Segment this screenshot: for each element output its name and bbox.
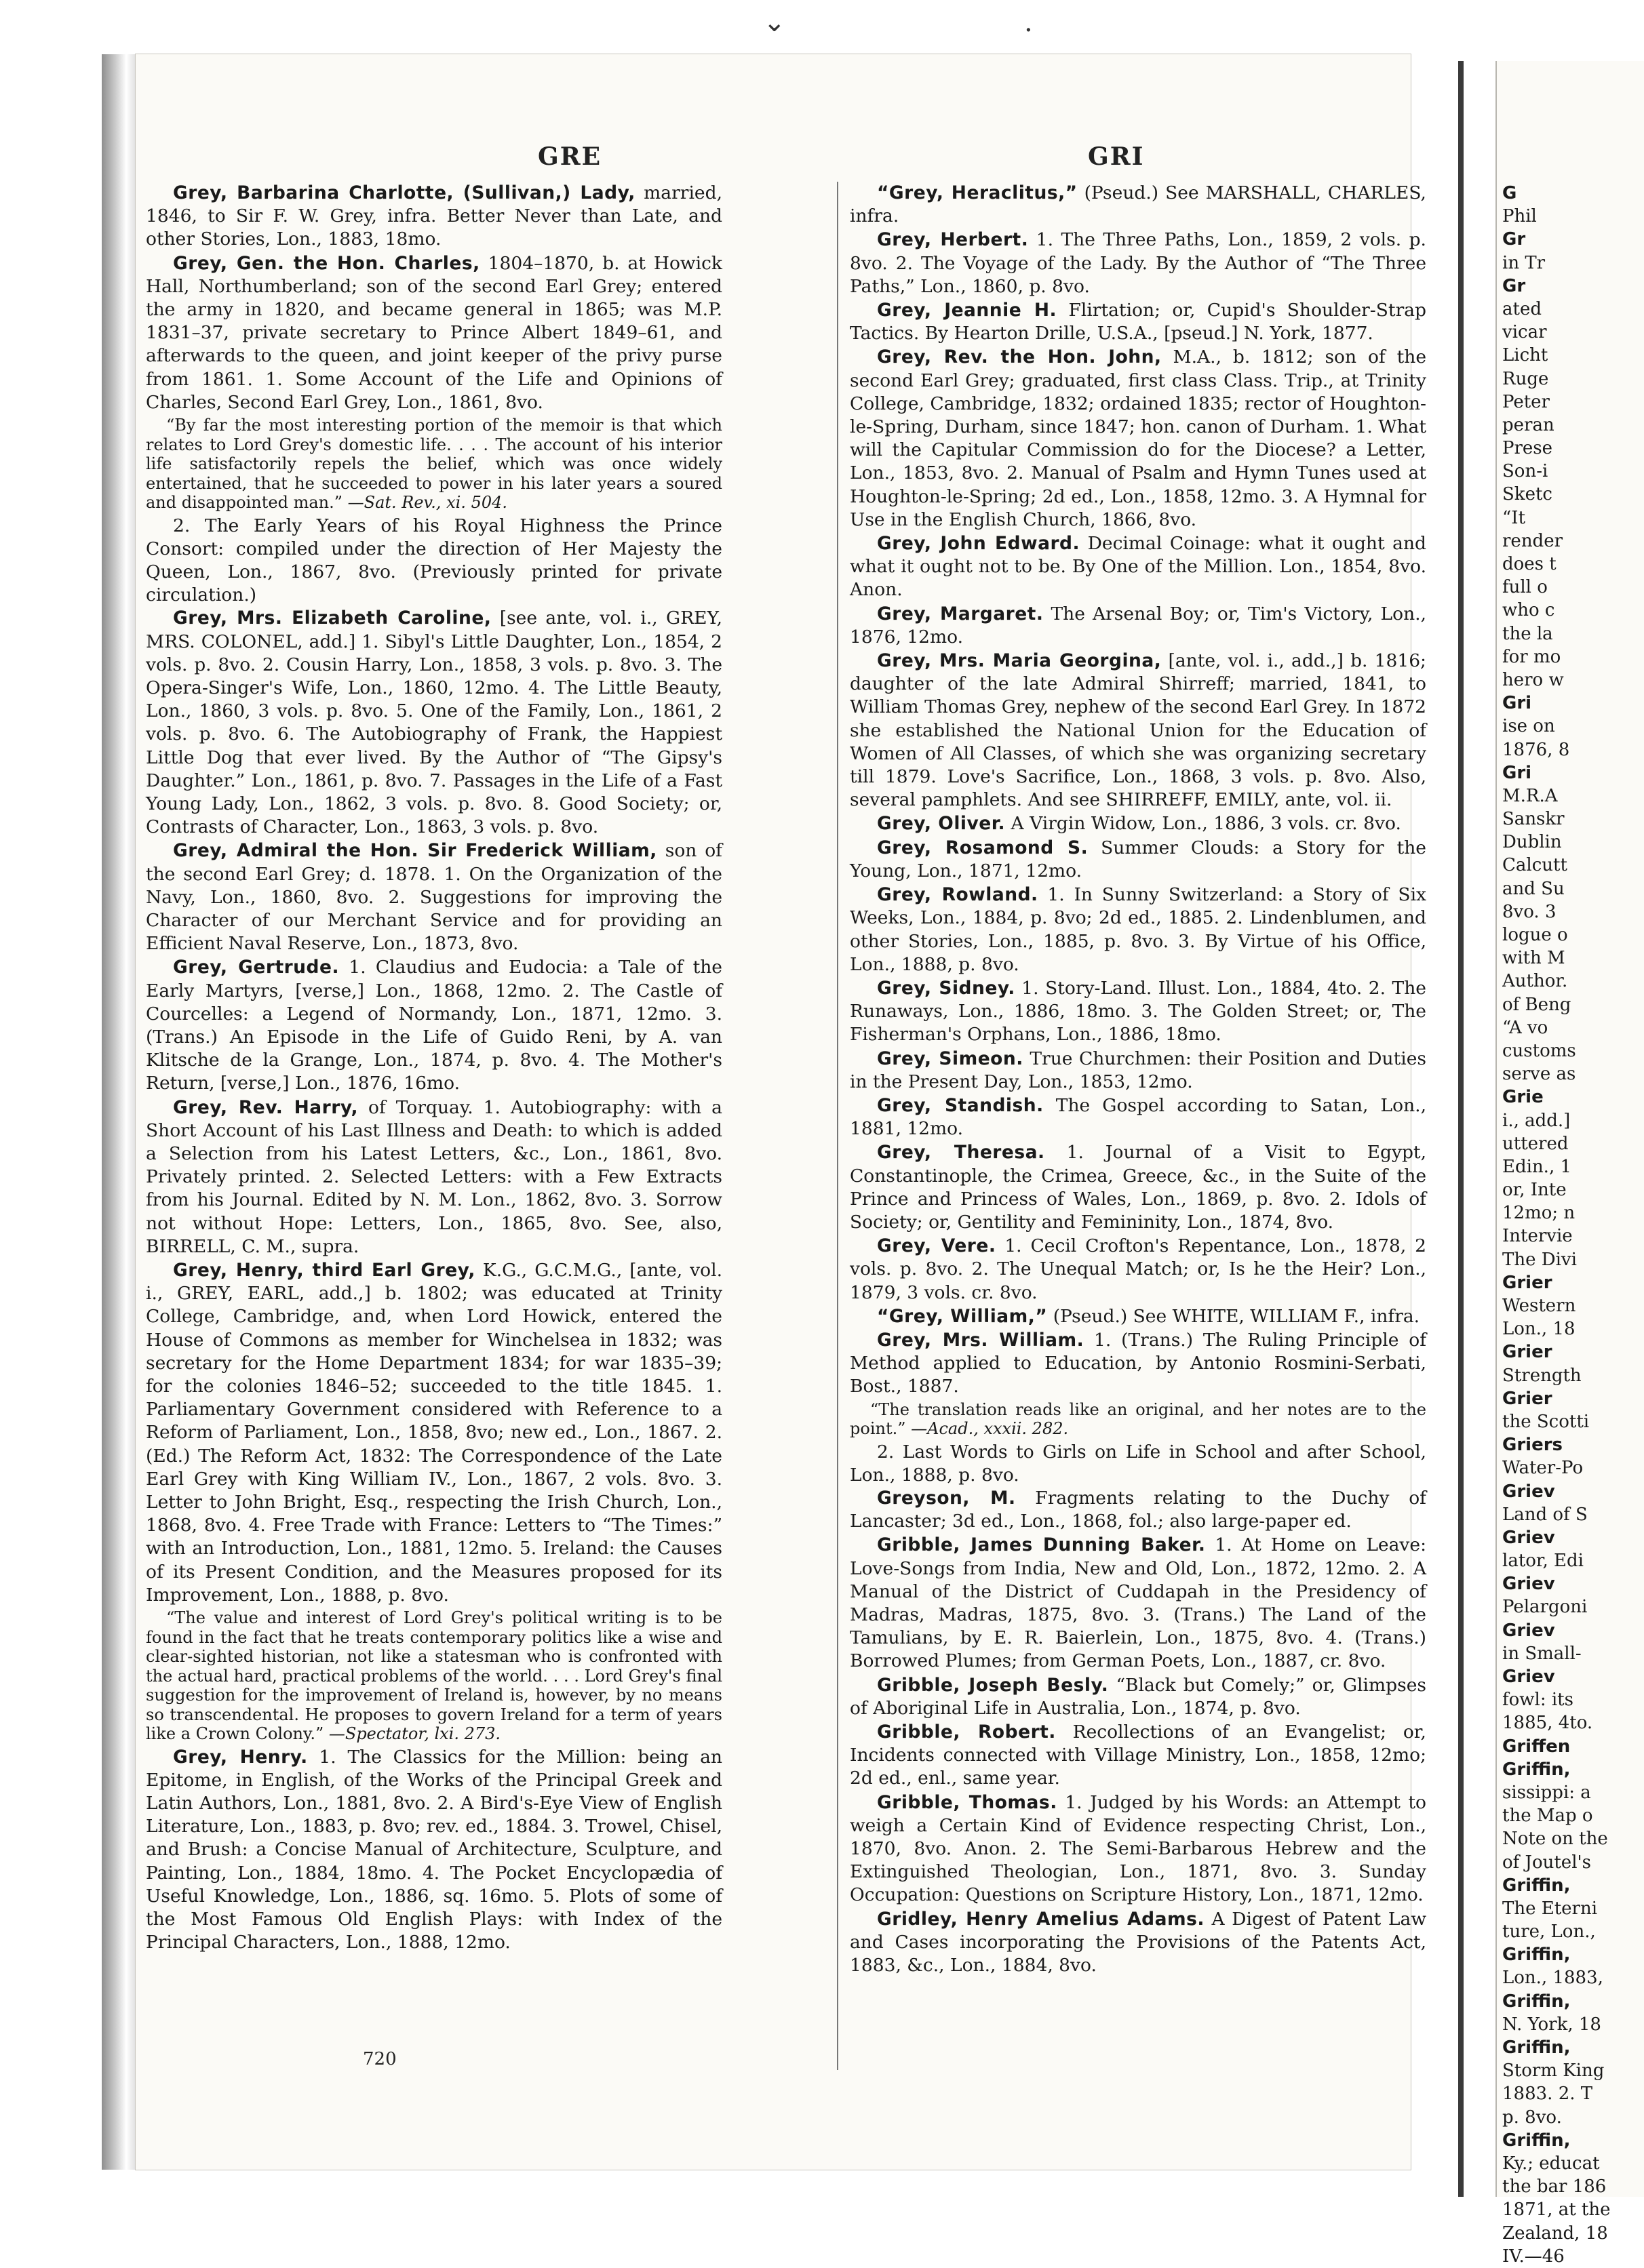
entry-text: The Arsenal Boy; or, Tim's Victory, Lon., 1876, 12mo. bbox=[850, 603, 1426, 648]
dictionary-entry bbox=[146, 1096, 722, 1258]
adjacent-text-fragment: Griffen bbox=[1502, 1736, 1571, 1757]
entry-headword: “Grey, William,” bbox=[877, 1305, 1048, 1327]
review-quote bbox=[146, 1608, 722, 1744]
adjacent-text-fragment: Edin., 1 bbox=[1502, 1156, 1572, 1177]
dictionary-entry bbox=[850, 346, 1426, 532]
dictionary-entry bbox=[850, 650, 1426, 812]
entry-headword: Gribble, Robert. bbox=[877, 1722, 1056, 1743]
dictionary-entry bbox=[850, 1305, 1426, 1328]
adjacent-text-fragment: in Small- bbox=[1502, 1643, 1582, 1664]
adjacent-text-fragment: who c bbox=[1502, 600, 1555, 621]
entry-headword: Gribble, Joseph Besly. bbox=[877, 1674, 1109, 1696]
adjacent-text-fragment: logue o bbox=[1502, 925, 1568, 945]
adjacent-text-fragment: ated bbox=[1502, 298, 1542, 319]
review-quote bbox=[146, 416, 722, 513]
dictionary-entry bbox=[850, 883, 1426, 976]
entry-headword: Grey, Margaret. bbox=[877, 603, 1044, 624]
adjacent-text-fragment: Western bbox=[1502, 1296, 1576, 1316]
entry-text: 1. The Three Paths, Lon., 1859, 2 vols. p. 8vo. 2. The Voyage of the Lady. By the Author of “The Three Paths,” Lon., 1860, p. 8vo. bbox=[850, 229, 1426, 297]
adjacent-text-fragment: Grier bbox=[1502, 1388, 1552, 1409]
adjacent-text-fragment: vicar bbox=[1502, 322, 1547, 343]
entry-headword: Grey, John Edward. bbox=[877, 533, 1080, 555]
adjacent-text-fragment: Griffin, bbox=[1502, 2037, 1571, 2058]
entry-text: “Black but Comely;” or, Glimpses of Aboriginal Life in Australia, Lon., 1874, p. 8vo. bbox=[850, 1674, 1426, 1719]
entry-text: 1. In Sunny Switzerland: a Story of Six Weeks, Lon., 1884, p. 8vo; 2d ed., 1885. 2. Lindenblumen, and other Stories, Lon., 1885, p. 8vo. 3. By Virtue of his Office, Lon., 1888, p. 8vo. bbox=[850, 884, 1427, 975]
dictionary-entry bbox=[850, 1141, 1426, 1234]
adjacent-text-fragment: Gri bbox=[1502, 762, 1532, 783]
adjacent-text-fragment: ture, Lon., bbox=[1502, 1922, 1596, 1943]
entry-headword: Grey, Gen. the Hon. Charles, bbox=[173, 252, 480, 274]
adjacent-text-fragment: M.R.A bbox=[1502, 785, 1558, 806]
adjacent-text-fragment: Griffin, bbox=[1502, 2130, 1571, 2151]
adjacent-text-fragment: the Map o bbox=[1502, 1806, 1593, 1827]
entry-headword: Grey, Mrs. Maria Georgina, bbox=[877, 650, 1162, 672]
column-rule bbox=[837, 182, 838, 2070]
dictionary-entry bbox=[850, 1908, 1426, 1978]
dictionary-entry bbox=[850, 182, 1426, 228]
adjacent-text-fragment: 1871, at the bbox=[1502, 2200, 1611, 2221]
entry-text: True Churchmen: their Position and Duties in the Present Day, Lon., 1853, 12mo. bbox=[850, 1048, 1427, 1092]
adjacent-text-fragment: the bar 186 bbox=[1502, 2176, 1607, 2197]
adjacent-text-fragment: N. York, 18 bbox=[1502, 2014, 1601, 2035]
entry-text: A Digest of Patent Law and Cases incorporating the Provisions of the Patents Act, 1883, &c., Lon., 1884, 8vo. bbox=[850, 1908, 1427, 1976]
adjacent-text-fragment: 1876, 8 bbox=[1502, 739, 1570, 760]
quote-source: —Acad., xxxii. 282. bbox=[911, 1419, 1069, 1439]
entry-headword: Grey, Admiral the Hon. Sir Frederick William, bbox=[173, 840, 657, 862]
dictionary-entry bbox=[146, 182, 722, 252]
adjacent-text-fragment: 8vo. 3 bbox=[1502, 901, 1557, 922]
page-gutter bbox=[1458, 61, 1464, 2197]
dictionary-entry bbox=[850, 1329, 1426, 1399]
adjacent-text-fragment: the la bbox=[1502, 623, 1553, 644]
entry-headword: Grey, Theresa. bbox=[877, 1142, 1045, 1163]
dictionary-entry bbox=[146, 252, 722, 414]
entry-headword: Grey, Henry. bbox=[173, 1746, 308, 1768]
adjacent-text-fragment: “It bbox=[1502, 507, 1526, 528]
dictionary-entry bbox=[850, 1048, 1426, 1094]
dictionary-entry bbox=[850, 1487, 1426, 1533]
entry-text: The Gospel according to Satan, Lon., 1881, 12mo. bbox=[850, 1094, 1426, 1140]
quote-text: “The translation reads like an original, and her notes are to the point.” bbox=[850, 1399, 1426, 1439]
adjacent-text-fragment: the Scotti bbox=[1502, 1411, 1590, 1432]
dictionary-entry bbox=[146, 1259, 722, 1607]
adjacent-text-fragment: Calcutt bbox=[1502, 855, 1567, 876]
adjacent-text-fragment: does t bbox=[1502, 554, 1557, 574]
entry-headword: Grey, Rosamond S. bbox=[877, 837, 1089, 858]
adjacent-text-fragment: full o bbox=[1502, 577, 1548, 598]
entry-text: Recollections of an Evangelist; or, Incidents connected with Village Ministry, Lon., 1858, 12mo; 2d ed., enl., same year. bbox=[850, 1722, 1426, 1789]
adjacent-text-fragment: Storm King bbox=[1502, 2061, 1605, 2082]
entry-continuation: 2. Last Words to Girls on Life in School and after School, Lon., 1888, p. 8vo. bbox=[850, 1441, 1426, 1486]
entry-text: married, 1846, to Sir F. W. Grey, infra. Better Never than Late, and other Stories, Lon., 1883, 18mo. bbox=[146, 182, 722, 250]
entry-text: Decimal Coinage: what it ought and what it ought not to be. By One of the Million. Lon., 1854, 8vo. Anon. bbox=[850, 533, 1426, 601]
entry-text: 1. The Classics for the Million: being an Epitome, in English, of the Works of the Principal Greek and Latin Authors, Lon., 1881, 8vo. 2. A Bird's-Eye View of English Literature, Lon., 1883, p. 8vo; rev. ed., 1884. 3. Trowel, Chisel, and Brush: a Concise Manual of Architecture, Sculpture, and Painting, Lon., 1884, 18mo. 4. The Pocket Encyclopædia of Useful Knowledge, Lon., 1886, sq. 16mo. 5. Plots of some of the Most Famous Old English Plays: with Index of the Principal Characters, Lon., 1888, 12mo. bbox=[146, 1746, 722, 1953]
adjacent-text-fragment: Griers bbox=[1502, 1435, 1563, 1456]
entry-headword: Grey, Herbert. bbox=[877, 229, 1029, 251]
adjacent-text-fragment: Griev bbox=[1502, 1527, 1555, 1548]
entry-headword: Grey, Jeannie H. bbox=[877, 300, 1057, 321]
entry-text: K.G., G.C.M.G., [ante, vol. i., GREY, EARL, add.,] b. 1802; was educated at Trinity College, Cambridge, and, when Lord Howick, entered the House of Commons as member for Winchelsea in 1832; was secretary for the Home Department 1834; for war 1835–39; for the colonies 1846–52; succeeded to the title 1845. 1. Parliamentary Government considered with Reference to a Reform of Parliament, Lon., 1858, 8vo; new ed., Lon., 1867. 2. (Ed.) The Reform Act, 1832: The Correspondence of the Late Earl Grey with King William IV., Lon., 1867, 2 vols. 8vo. 3. Letter to John Bright, Esq., respecting the Irish Church, Lon., 1868, 8vo. 4. Free Trade with France: Letters to “The Times:” with an Introduction, Lon., 1881, 12mo. 5. Ireland: the Causes of its Present Condition, and the Measures proposed for its Improvement, Lon., 1888, p. 8vo. bbox=[146, 1260, 722, 1606]
entry-text: 1. (Trans.) The Ruling Principle of Method applied to Education, by Antonio Rosmini-Serbati, Bost., 1887. bbox=[850, 1329, 1427, 1397]
dictionary-entry bbox=[850, 1791, 1426, 1907]
adjacent-text-fragment: lator, Edi bbox=[1502, 1551, 1584, 1572]
adjacent-text-fragment: Sanskr bbox=[1502, 809, 1565, 830]
entry-text: 1. Cecil Crofton's Repentance, Lon., 1878, 2 vols. p. 8vo. 2. The Unequal Match; or, Is he the Heir? Lon., 1879, 3 vols. cr. 8vo. bbox=[850, 1235, 1426, 1303]
entry-headword: Grey, Sidney. bbox=[877, 977, 1015, 999]
adjacent-text-fragment: Griev bbox=[1502, 1667, 1555, 1687]
adjacent-text-fragment: Lon., 18 bbox=[1502, 1319, 1576, 1340]
right-column bbox=[850, 182, 1426, 1978]
entry-text: son of the second Earl Grey; d. 1878. 1. On the Organization of the Navy, Lon., 1860, 8vo. 2. Suggestions for improving the Character of our Merchant Service and for providing an Efficient Naval Reserve, Lon., 1873, 8vo. bbox=[146, 840, 722, 955]
entry-headword: Grey, Standish. bbox=[877, 1094, 1044, 1116]
entry-text: [see ante, vol. i., GREY, MRS. COLONEL, add.] 1. Sibyl's Little Daughter, Lon., 1854, 2 vols. p. 8vo. 2. Cousin Harry, Lon., 1858, 3 vols. p. 8vo. 3. The Opera-Singer's Wife, Lon., 1860, 12mo. 4. The Little Beauty, Lon., 1860, 3 vols. p. 8vo. 5. One of the Family, Lon., 1861, 2 vols. p. 8vo. 6. The Autobiography of Frank, the Happiest Little Dog that ever lived. By the Author of “The Gipsy's Daughter.” Lon., 1861, p. 8vo. 7. Passages in the Life of a Fast Young Lady, Lon., 1862, 3 vols. p. 8vo. 8. Good Society; or, Contrasts of Character, Lon., 1863, 3 vols. p. 8vo. bbox=[146, 608, 722, 838]
quote-text: “The value and interest of Lord Grey's political writing is to be found in the fact that he treats contemporary politics like a wise and clear-sighted historian, not like a statesman who is confronted with the actual hard, practical problems of the world. . . . Lord Grey's final suggestion for the improvement of Ireland is, however, by no means so transcendental. He proposes to govern Ireland for a term of years like a Crown Colony.” bbox=[146, 1608, 722, 1744]
entry-continuation: 2. The Early Years of his Royal Highness the Prince Consort: compiled under the direction of Her Majesty the Queen, Lon., 1867, 8vo. (Previously printed for private circulation.) bbox=[146, 515, 722, 606]
entry-headword: Gridley, Henry Amelius Adams. bbox=[877, 1908, 1205, 1930]
adjacent-text-fragment: Licht bbox=[1502, 345, 1548, 366]
adjacent-text-fragment: or, Inte bbox=[1502, 1180, 1567, 1201]
dictionary-entry bbox=[146, 956, 722, 1095]
entry-text: 1. Claudius and Eudocia: a Tale of the Early Martyrs, [verse,] Lon., 1868, 12mo. 2. The Castle of Courcelles: a Legend of Normandy, Lon., 1871, 12mo. 3. (Trans.) An Episode in the Life of Guido Reni, by A. van Klitsche de la Grange, Lon., 1874, p. 8vo. 4. The Mother's Return, [verse,] Lon., 1876, 16mo. bbox=[146, 957, 722, 1094]
entry-text: M.A., b. 1812; son of the second Earl Grey; graduated, first class Class. Trip., at Trinity College, Cambridge, 1832; ordained 1835; rector of Houghton-le-Spring, Durham, since 1847; hon. canon of Durham. 1. What will the Capitular Commission do for the Diocese? a Letter, Lon., 1853, 8vo. 2. Manual of Psalm and Hymn Tunes used at Houghton-le-Spring; 2d ed., Lon., 1858, 12mo. 3. A Hymnal for Use in the English Church, 1866, 8vo. bbox=[850, 346, 1426, 530]
adjacent-text-fragment: render bbox=[1502, 530, 1563, 551]
adjacent-page-text bbox=[1502, 182, 1644, 2268]
running-head-right: GRI bbox=[1088, 142, 1145, 171]
entry-headword: Gribble, James Dunning Baker. bbox=[877, 1534, 1206, 1556]
adjacent-text-fragment: Peter bbox=[1502, 391, 1550, 412]
dictionary-entry bbox=[850, 1721, 1426, 1791]
adjacent-text-fragment: Note on the bbox=[1502, 1829, 1608, 1850]
entry-text: (Pseud.) See MARSHALL, CHARLES, infra. bbox=[850, 182, 1426, 227]
entry-headword: Grey, Gertrude. bbox=[173, 957, 340, 978]
entry-headword: Grey, Mrs. Elizabeth Caroline, bbox=[173, 608, 492, 629]
adjacent-text-fragment: for mo bbox=[1502, 646, 1561, 667]
dictionary-entry bbox=[850, 977, 1426, 1047]
adjacent-text-fragment: Sketc bbox=[1502, 484, 1552, 505]
dictionary-entry bbox=[850, 299, 1426, 345]
adjacent-text-fragment: Griev bbox=[1502, 1574, 1555, 1595]
entry-headword: “Grey, Heraclitus,” bbox=[877, 182, 1078, 203]
dictionary-entry bbox=[850, 603, 1426, 649]
adjacent-text-fragment: Griffin, bbox=[1502, 1759, 1571, 1780]
entry-headword: Grey, Simeon. bbox=[877, 1048, 1023, 1069]
dictionary-entry bbox=[146, 839, 722, 955]
entry-text: A Virgin Widow, Lon., 1886, 3 vols. cr. 8vo. bbox=[1005, 813, 1401, 835]
entry-text: of Torquay. 1. Autobiography: with a Short Account of his Last Illness and Death: to which is added a Selection from his Latest Letters, &c., Lon., 1861, 8vo. Privately printed. 2. Selected Letters: with a Few Extracts from his Journal. Edited by N. M. Lon., 1862, 8vo. 3. Sorrow not without Hope: Letters, Lon., 1865, 8vo. See, also, BIRRELL, C. M., supra. bbox=[146, 1096, 722, 1257]
adjacent-text-fragment: Intervie bbox=[1502, 1226, 1573, 1247]
quote-text: “By far the most interesting portion of the memoir is that which relates to Lord Grey's domestic life. . . . The account of his interior life satisfactorily repels the belief, which was once widely entertained, that he succeeded to power in his later years a soured and disappointed man.” bbox=[146, 416, 722, 513]
running-head-left: GRE bbox=[538, 142, 602, 171]
adjacent-text-fragment: Griev bbox=[1502, 1620, 1555, 1641]
adjacent-text-fragment: Water-Po bbox=[1502, 1458, 1584, 1479]
adjacent-text-fragment: customs bbox=[1502, 1040, 1576, 1061]
adjacent-text-fragment: Griffin, bbox=[1502, 1991, 1571, 2012]
adjacent-text-fragment: serve as bbox=[1502, 1064, 1576, 1085]
adjacent-text-fragment: G bbox=[1502, 183, 1517, 203]
adjacent-text-fragment: with M bbox=[1502, 948, 1565, 969]
adjacent-text-fragment: 1885, 4to. bbox=[1502, 1713, 1593, 1734]
adjacent-text-fragment: and Su bbox=[1502, 878, 1565, 899]
adjacent-text-fragment: “A vo bbox=[1502, 1017, 1548, 1038]
adjacent-text-fragment: 1883. 2. T bbox=[1502, 2084, 1593, 2105]
dictionary-entry bbox=[850, 1235, 1426, 1305]
adjacent-text-fragment: Grier bbox=[1502, 1272, 1552, 1293]
adjacent-text-fragment: Griffin, bbox=[1502, 1875, 1571, 1896]
adjacent-text-fragment: i., add.] bbox=[1502, 1110, 1571, 1131]
quote-source: —Sat. Rev., xi. 504. bbox=[347, 493, 508, 513]
entry-text: Flirtation; or, Cupid's Shoulder-Strap Tactics. By Hearton Drille, U.S.A., [pseud.] N. York, 1877. bbox=[850, 300, 1426, 344]
adjacent-text-fragment: Prese bbox=[1502, 438, 1553, 459]
dictionary-entry bbox=[850, 812, 1426, 835]
entry-headword: Grey, Barbarina Charlotte, (Sullivan,) Lady, bbox=[173, 182, 635, 203]
adjacent-text-fragment: of Beng bbox=[1502, 994, 1571, 1015]
adjacent-text-fragment: ise on bbox=[1502, 716, 1555, 737]
adjacent-text-fragment: Land of S bbox=[1502, 1504, 1588, 1525]
adjacent-text-fragment: Pelargoni bbox=[1502, 1597, 1588, 1618]
adjacent-text-fragment: uttered bbox=[1502, 1133, 1569, 1154]
entry-text: Fragments relating to the Duchy of Lancaster; 3d ed., Lon., 1868, fol.; also large-paper ed. bbox=[850, 1487, 1426, 1532]
dictionary-entry bbox=[850, 1674, 1426, 1720]
adjacent-text-fragment: Gr bbox=[1502, 229, 1526, 250]
adjacent-text-fragment: hero w bbox=[1502, 669, 1564, 690]
adjacent-text-fragment: Grier bbox=[1502, 1342, 1552, 1363]
dictionary-entry bbox=[850, 1094, 1426, 1140]
adjacent-text-fragment: of Joutel's bbox=[1502, 1852, 1592, 1873]
dictionary-entry bbox=[850, 1534, 1426, 1673]
entry-text: 1. Judged by his Words: an Attempt to weigh a Certain Kind of Evidence respecting Christ, Lon., 1870, 8vo. Anon. 2. The Semi-Barbarous Hebrew and the Extinguished Theologian, Lon., 1871, 8vo. 3. Sunday Occupation: Questions on Scripture History, Lon., 1871, 12mo. bbox=[850, 1791, 1426, 1906]
entry-text: 1. Journal of a Visit to Egypt, Constantinople, the Crimea, Greece, &c., in the Suite of the Prince and Princess of Wales, Lon., 1869, p. 8vo. 2. Idols of Society; or, Gentility and Femininity, Lon., 1874, 8vo. bbox=[850, 1142, 1426, 1233]
review-quote bbox=[850, 1400, 1426, 1439]
entry-headword: Greyson, M. bbox=[877, 1487, 1016, 1509]
ink-mark: ⌄ bbox=[763, 7, 786, 38]
adjacent-text-fragment: Lon., 1883, bbox=[1502, 1968, 1603, 1989]
entry-text: 1. At Home on Leave: Love-Songs from India, New and Old, Lon., 1872, 12mo. 2. A Manual of the District of Cuddapah in the Presidency of Madras, Madras, 1875, 8vo. 3. (Trans.) The Land of the Tamulians, by E. R. Baierlein, Lon., 1875, 8vo. 4. (Trans.) Borrowed Plumes; from German Poets, Lon., 1887, cr. 8vo. bbox=[850, 1534, 1426, 1672]
page-number: 720 bbox=[363, 2049, 397, 2069]
dictionary-entry bbox=[146, 607, 722, 839]
entry-headword: Grey, Oliver. bbox=[877, 813, 1006, 835]
entry-headword: Grey, Vere. bbox=[877, 1235, 996, 1257]
adjacent-text-fragment: Author. bbox=[1502, 971, 1568, 992]
adjacent-text-fragment: in Tr bbox=[1502, 252, 1546, 273]
entry-headword: Grey, Rev. Harry, bbox=[173, 1096, 359, 1118]
adjacent-text-fragment: Son-i bbox=[1502, 461, 1548, 482]
adjacent-text-fragment: Dublin bbox=[1502, 832, 1562, 853]
entry-headword: Grey, Rev. the Hon. John, bbox=[877, 346, 1162, 368]
adjacent-text-fragment: Ky.; educat bbox=[1502, 2153, 1600, 2174]
adjacent-text-fragment: Griev bbox=[1502, 1481, 1555, 1502]
entry-text: (Pseud.) See WHITE, WILLIAM F., infra. bbox=[1047, 1305, 1420, 1327]
dictionary-entry bbox=[850, 228, 1426, 298]
entry-text: 1804–1870, b. at Howick Hall, Northumberland; son of the second Earl Grey; entered the army in 1820, and became general in 1865; was M.P. 1831–37, private secretary to Prince Albert 1849–61, and afterwards to the queen, and joint keeper of the privy purse from 1861. 1. Some Account of the Life and Opinions of Charles, Second Earl Grey, Lon., 1861, 8vo. bbox=[146, 252, 722, 413]
ink-mark: . bbox=[1024, 7, 1033, 38]
adjacent-text-fragment: Grie bbox=[1502, 1087, 1544, 1108]
left-column bbox=[146, 182, 722, 1955]
adjacent-text-fragment: p. 8vo. bbox=[1502, 2107, 1562, 2128]
adjacent-text-fragment: Zealand, 18 bbox=[1502, 2223, 1608, 2244]
adjacent-text-fragment: The Divi bbox=[1502, 1249, 1577, 1270]
adjacent-text-fragment: Gr bbox=[1502, 275, 1526, 296]
entry-headword: Grey, Mrs. William. bbox=[877, 1329, 1084, 1351]
adjacent-text-fragment: fowl: its bbox=[1502, 1690, 1573, 1711]
entry-headword: Gribble, Thomas. bbox=[877, 1791, 1057, 1813]
adjacent-text-fragment: peran bbox=[1502, 414, 1554, 435]
adjacent-text-fragment: Gri bbox=[1502, 693, 1532, 714]
entry-headword: Grey, Rowland. bbox=[877, 884, 1038, 906]
entry-headword: Grey, Henry, third Earl Grey, bbox=[173, 1260, 475, 1281]
adjacent-text-fragment: Strength bbox=[1502, 1365, 1582, 1386]
dictionary-entry bbox=[850, 837, 1426, 883]
entry-text: 1. Story-Land. Illust. Lon., 1884, 4to. 2. The Runaways, Lon., 1886, 18mo. 3. The Golden Street; or, The Fisherman's Orphans, Lon., 1886, 18mo. bbox=[850, 977, 1426, 1046]
dictionary-entry bbox=[850, 532, 1426, 602]
adjacent-text-fragment: sissippi: a bbox=[1502, 1782, 1591, 1803]
adjacent-text-fragment: Griffin, bbox=[1502, 1945, 1571, 1966]
adjacent-text-fragment: Phil bbox=[1502, 206, 1537, 227]
quote-source: —Spectator, lxi. 273. bbox=[328, 1724, 501, 1744]
entry-text: Summer Clouds: a Story for the Young, Lon., 1871, 12mo. bbox=[850, 837, 1426, 881]
adjacent-text-fragment: IV.—46 bbox=[1502, 2246, 1565, 2267]
adjacent-text-fragment: The Eterni bbox=[1502, 1898, 1598, 1919]
adjacent-text-fragment: 12mo; n bbox=[1502, 1203, 1576, 1224]
dictionary-entry bbox=[146, 1746, 722, 1955]
entry-text: [ante, vol. i., add.,] b. 1816; daughter of the late Admiral Shirreff; married, 1841, to William Thomas Grey, nephew of the second Earl Grey. In 1872 she established the National Union for the Education of Women of All Classes, of which she was organizing secretary till 1879. Love's Sacrifice, Lon., 1868, 3 vols. p. 8vo. Also, several pamphlets. And see SHIRREFF, EMILY, ante, vol. ii. bbox=[850, 650, 1426, 811]
adjacent-text-fragment: Ruge bbox=[1502, 368, 1549, 389]
